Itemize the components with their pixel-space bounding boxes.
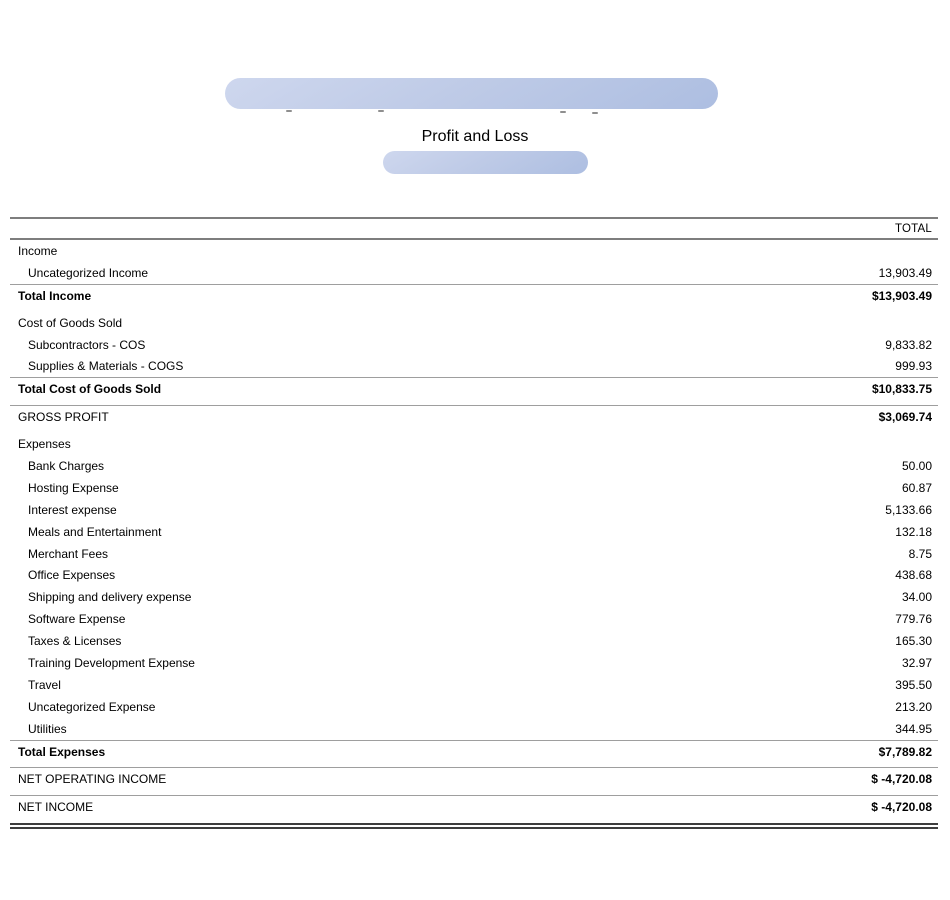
row-uncategorized-income bbox=[10, 262, 938, 284]
report-bottom-double-rule bbox=[10, 823, 938, 829]
account-value: $10,833.75 bbox=[871, 382, 932, 397]
account-value: $3,069.74 bbox=[878, 410, 932, 425]
table-header-row bbox=[10, 217, 938, 240]
account-label: Taxes & Licenses bbox=[28, 634, 122, 649]
account-value: 165.30 bbox=[895, 634, 932, 649]
account-label: Interest expense bbox=[28, 502, 117, 517]
account-label: Cost of Goods Sold bbox=[18, 315, 123, 330]
row-uncategorized-expense bbox=[10, 696, 938, 718]
account-value: 999.93 bbox=[895, 359, 932, 374]
row-net-income bbox=[10, 795, 938, 818]
redacted-date-range-bar bbox=[383, 151, 588, 174]
row-meals-and-entertainment bbox=[10, 521, 938, 543]
row-net-operating-income bbox=[10, 767, 938, 790]
account-value: $7,789.82 bbox=[878, 744, 932, 759]
redaction-text-remnant bbox=[560, 111, 566, 113]
row-interest-expense bbox=[10, 499, 938, 521]
account-value: $13,903.49 bbox=[871, 288, 932, 303]
row-merchant-fees bbox=[10, 543, 938, 565]
account-label: Meals and Entertainment bbox=[28, 524, 162, 539]
account-value: 34.00 bbox=[901, 590, 932, 605]
redaction-text-remnant bbox=[378, 110, 384, 112]
account-value: $ -4,720.08 bbox=[871, 800, 932, 815]
account-value: 132.18 bbox=[895, 524, 932, 539]
account-label: Total Expenses bbox=[18, 744, 106, 759]
account-value: 50.00 bbox=[901, 458, 932, 473]
account-label: Uncategorized Expense bbox=[28, 699, 156, 714]
account-value: $ -4,720.08 bbox=[871, 772, 932, 787]
redaction-text-remnant bbox=[592, 112, 598, 114]
row-bank-charges bbox=[10, 455, 938, 477]
account-value: 9,833.82 bbox=[885, 337, 932, 352]
row-total-expenses bbox=[10, 740, 938, 763]
account-value: 213.20 bbox=[895, 699, 932, 714]
account-label: Office Expenses bbox=[28, 568, 116, 583]
account-value: 5,133.66 bbox=[885, 502, 932, 517]
row-hosting-expense bbox=[10, 477, 938, 499]
row-subcontractors-cos bbox=[10, 334, 938, 356]
account-label: Travel bbox=[28, 677, 61, 692]
row-cost-of-goods-sold-section bbox=[10, 312, 938, 334]
account-value: 32.97 bbox=[901, 655, 932, 670]
account-label: Supplies & Materials - COGS bbox=[28, 359, 184, 374]
row-office-expenses bbox=[10, 564, 938, 586]
row-supplies-materials-cogs bbox=[10, 355, 938, 377]
account-label: Software Expense bbox=[28, 612, 126, 627]
row-travel bbox=[10, 674, 938, 696]
row-training-development-expense bbox=[10, 652, 938, 674]
row-utilities bbox=[10, 718, 938, 740]
account-value: 395.50 bbox=[895, 677, 932, 692]
account-label: Merchant Fees bbox=[28, 546, 109, 561]
account-label: Total Income bbox=[18, 288, 92, 303]
account-label: Training Development Expense bbox=[28, 655, 195, 670]
account-value: 438.68 bbox=[895, 568, 932, 583]
account-label: Uncategorized Income bbox=[28, 265, 149, 280]
account-label: Bank Charges bbox=[28, 458, 105, 473]
account-label: Expenses bbox=[18, 437, 71, 452]
account-label: Income bbox=[18, 243, 58, 258]
report-title: Profit and Loss bbox=[421, 128, 529, 145]
account-label: GROSS PROFIT bbox=[18, 410, 109, 425]
redacted-company-name-bar bbox=[225, 78, 718, 109]
account-label: NET INCOME bbox=[18, 800, 94, 815]
row-shipping-and-delivery-expense bbox=[10, 586, 938, 608]
row-gross-profit bbox=[10, 405, 938, 428]
account-value: 779.76 bbox=[895, 612, 932, 627]
row-taxes-and-licenses bbox=[10, 630, 938, 652]
account-label: NET OPERATING INCOME bbox=[18, 772, 167, 787]
row-total-income bbox=[10, 284, 938, 307]
row-expenses-section bbox=[10, 433, 938, 455]
account-label: Total Cost of Goods Sold bbox=[18, 382, 162, 397]
account-label: Subcontractors - COS bbox=[28, 337, 146, 352]
account-label: Hosting Expense bbox=[28, 480, 119, 495]
account-label: Utilities bbox=[28, 721, 67, 736]
row-total-cost-of-goods-sold bbox=[10, 377, 938, 400]
account-value: 60.87 bbox=[901, 480, 932, 495]
account-value: 344.95 bbox=[895, 721, 932, 736]
account-label: Shipping and delivery expense bbox=[28, 590, 192, 605]
profit-and-loss-table bbox=[10, 217, 938, 829]
redaction-text-remnant bbox=[286, 110, 292, 112]
row-income-section bbox=[10, 240, 938, 262]
total-column-header: TOTAL bbox=[895, 222, 932, 235]
account-value: 13,903.49 bbox=[878, 265, 932, 280]
account-value: 8.75 bbox=[908, 546, 932, 561]
row-software-expense bbox=[10, 608, 938, 630]
